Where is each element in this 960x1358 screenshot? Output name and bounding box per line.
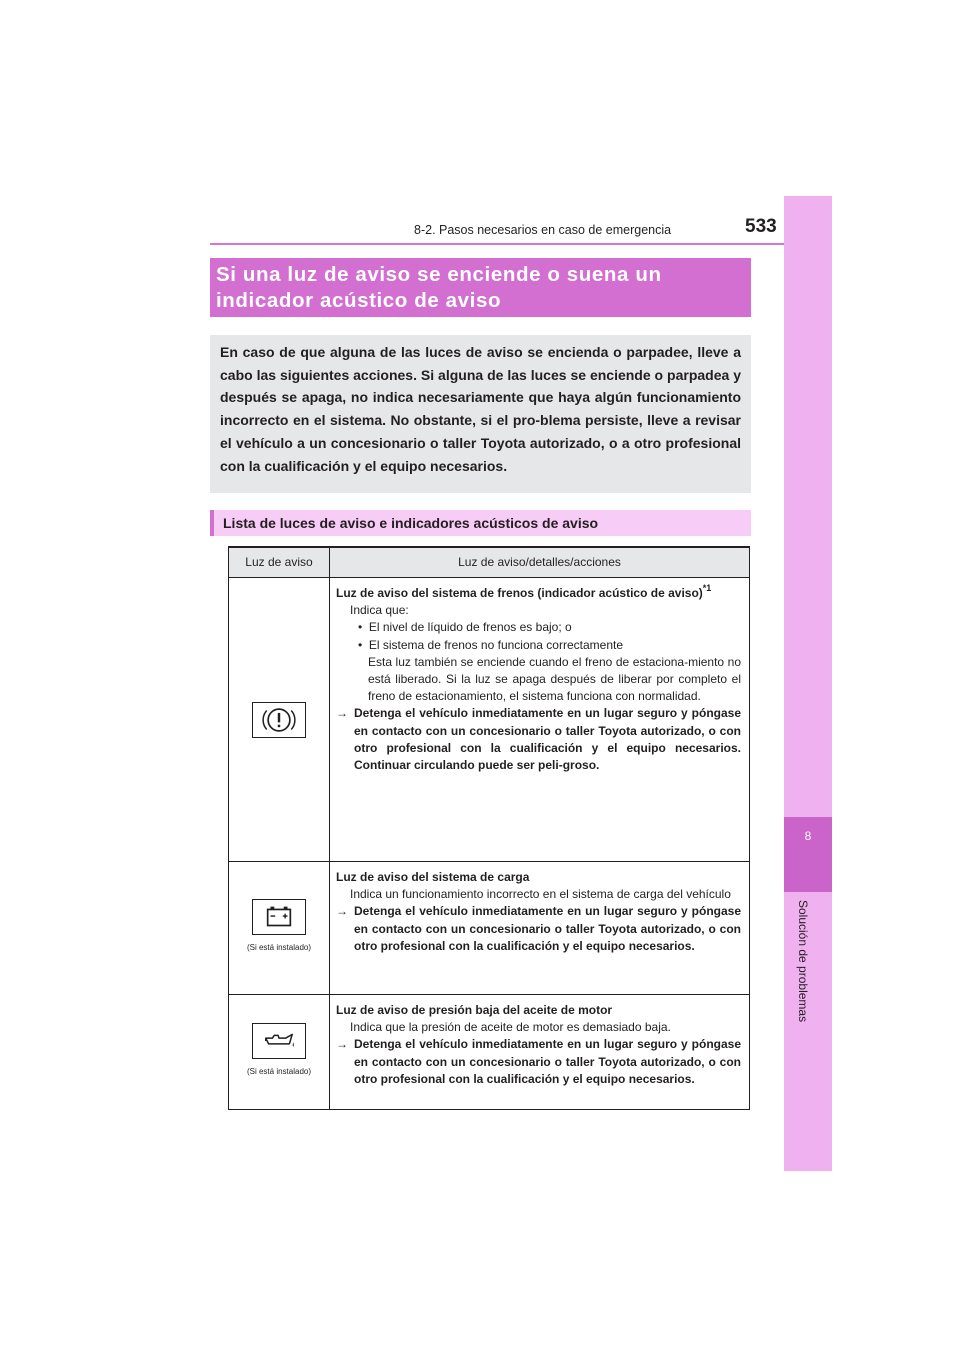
- oil-pressure-icon: [252, 1023, 306, 1059]
- table-row: [229, 995, 750, 1110]
- light-title: Luz de aviso del sistema de carga: [336, 870, 530, 884]
- icon-cell: [229, 862, 330, 995]
- warning-lights-table: [228, 546, 750, 1110]
- header-rule: [210, 243, 832, 245]
- arrow-icon: →: [336, 904, 348, 919]
- light-action: → Detenga el vehículo inmediatamente en un lugar seguro y póngase en contacto con un concesionario o taller Toyota autorizado, o con otro profesional con la cualificación y el equipo necesarios.: [336, 1037, 741, 1086]
- column-header-light: Luz de aviso: [229, 547, 330, 578]
- light-action: → Detenga el vehículo inmediatamente en un lugar seguro y póngase en contacto con un concesionario o taller Toyota autorizado, o con otro profesional con la cualificación y el equipo necesarios.: [336, 904, 741, 953]
- chapter-number: 8: [804, 829, 812, 843]
- chapter-label: Solución de problemas: [796, 900, 810, 1023]
- light-description: Indica un funcionamiento incorrecto en el sistema de carga del vehículo: [350, 887, 731, 902]
- details-cell: [330, 995, 750, 1110]
- intro-paragraph: En caso de que alguna de las luces de aviso se encienda o parpadee, lleve a cabo las siguientes acciones. Si alguna de las luces se enciende o parpadea y después se apaga, no indica necesariamente que haya algún funcionamiento incorrecto en el sistema. No obstante, si el pro-blema persiste, lleve a revisar el vehículo a un concesionario o taller Toyota autorizado, o a otro profesional con la cualificación y el equipo necesarios.: [210, 335, 751, 493]
- table-row: [229, 862, 750, 995]
- brake-warning-icon: [252, 702, 306, 738]
- light-description: Indica que la presión de aceite de motor es demasiado baja.: [350, 1020, 671, 1035]
- table-header-row: [229, 547, 750, 578]
- battery-charge-icon: [252, 899, 306, 935]
- section-title: 8-2. Pasos necesarios en caso de emergencia: [414, 223, 672, 237]
- light-note: Esta luz también se enciende cuando el freno de estaciona-miento no está liberado. Si la luz se apaga después de liberar por completo el freno de estacionamiento, el sistema funciona con normalidad.: [368, 654, 741, 704]
- light-title: Luz de aviso del sistema de frenos (indicador acústico de aviso)$^{*1}$: [336, 583, 712, 600]
- arrow-icon: →: [336, 706, 348, 721]
- arrow-icon: →: [336, 1037, 348, 1052]
- details-cell: [330, 578, 750, 862]
- installed-note: (Si está instalado): [246, 943, 312, 953]
- subheading: Lista de luces de aviso e indicadores acústicos de aviso: [210, 510, 751, 536]
- section-heading: [210, 258, 751, 317]
- table-row: [229, 578, 750, 862]
- section-heading-line2: indicador acústico de aviso: [216, 289, 502, 312]
- light-action: → Detenga el vehículo inmediatamente en un lugar seguro y póngase en contacto con un concesionario o taller Toyota autorizado, o con otro profesional con la cualificación y el equipo necesarios. Continuar circulando puede ser peli-groso.: [336, 706, 741, 773]
- icon-cell: [229, 995, 330, 1110]
- light-title: Luz de aviso de presión baja del aceite de motor: [336, 1003, 613, 1017]
- installed-note: (Si está instalado): [246, 1067, 312, 1077]
- light-intro: Indica que:: [350, 603, 409, 618]
- list-item: • El sistema de frenos no funciona correctamente: [358, 637, 624, 652]
- page-number: 533: [745, 216, 777, 237]
- icon-cell: [229, 578, 330, 862]
- list-item: • El nivel de líquido de frenos es bajo; o: [358, 620, 572, 635]
- column-header-details: Luz de aviso/detalles/acciones: [330, 547, 750, 578]
- details-cell: [330, 862, 750, 995]
- chapter-label-wrap: [795, 900, 815, 1100]
- section-heading-line1: Si una luz de aviso se enciende o suena un: [216, 263, 662, 286]
